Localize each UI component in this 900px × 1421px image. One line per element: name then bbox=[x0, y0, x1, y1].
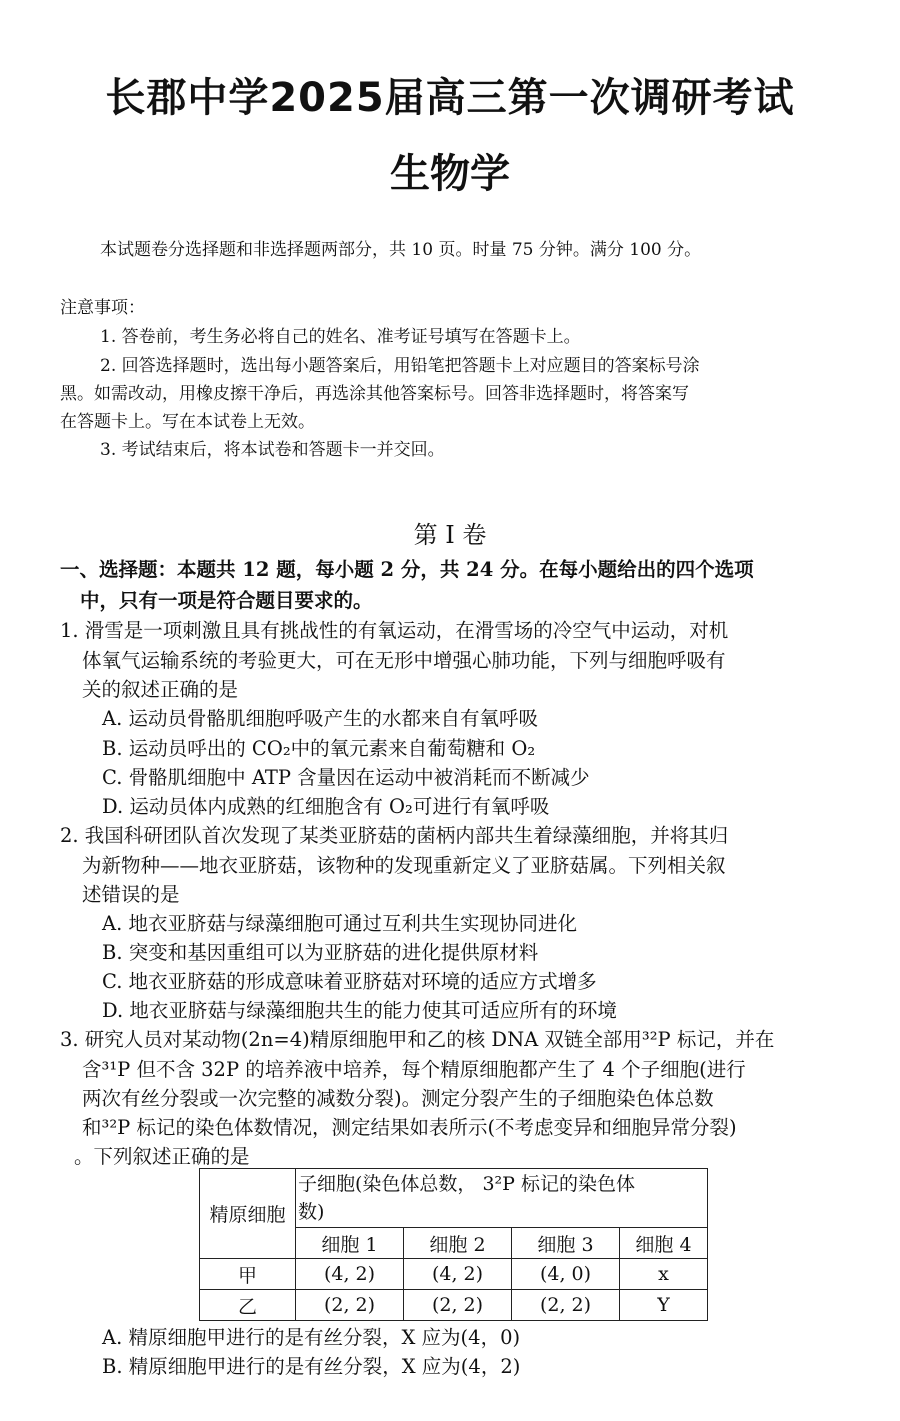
q3-stem-line-5: 。下列叙述正确的是 bbox=[74, 1145, 250, 1168]
row-label: 甲 bbox=[200, 1259, 296, 1290]
note-2-line-1: 2. 回答选择题时，选出每小题答案后，用铅笔把答题卡上对应题目的答案标号涂 bbox=[100, 356, 700, 376]
table-col-header: 细胞 1 bbox=[296, 1228, 404, 1259]
q1-stem-line-2: 体氧气运输系统的考验更大，可在无形中增强心肺功能，下列与细胞呼吸有 bbox=[82, 649, 726, 672]
subject-title: 生物学 bbox=[390, 151, 510, 197]
table-cell: (4, 0) bbox=[512, 1259, 620, 1290]
q3-stem-line-4: 和³²P 标记的染色体数情况，测定结果如表所示(不考虑变异和细胞异常分裂) bbox=[82, 1116, 737, 1139]
q2-option-a: A. 地衣亚脐菇与绿藻细胞可通过互利共生实现协同进化 bbox=[102, 912, 577, 935]
table-cell: (2, 2) bbox=[512, 1290, 620, 1321]
q1-stem-line-1: 1. 滑雪是一项刺激且具有挑战性的有氧运动，在滑雪场的冷空气中运动，对机 bbox=[60, 619, 729, 642]
table-span-header-line-1: 子细胞(染色体总数， 3²P 标记的染色体 bbox=[298, 1173, 635, 1195]
note-3: 3. 考试结束后，将本试卷和答题卡一并交回。 bbox=[100, 440, 445, 460]
exam-title: 长郡中学2025届高三第一次调研考试 bbox=[105, 75, 795, 121]
table-cell: (2, 2) bbox=[296, 1290, 404, 1321]
exam-intro: 本试题卷分选择题和非选择题两部分，共 10 页。时量 75 分钟。满分 100 分。 bbox=[100, 240, 702, 260]
table-cell: Y bbox=[620, 1290, 708, 1321]
table-col-header: 细胞 2 bbox=[404, 1228, 512, 1259]
table-col-header: 细胞 3 bbox=[512, 1228, 620, 1259]
table-span-header bbox=[296, 1169, 708, 1228]
section-heading-line-1: 一、选择题：本题共 12 题，每小题 2 分，共 24 分。在每小题给出的四个选项 bbox=[60, 558, 754, 581]
q1-option-a: A. 运动员骨骼肌细胞呼吸产生的水都来自有氧呼吸 bbox=[102, 707, 538, 730]
q2-option-d: D. 地衣亚脐菇与绿藻细胞共生的能力使其可适应所有的环境 bbox=[102, 999, 617, 1022]
q2-option-b: B. 突变和基因重组可以为亚脐菇的进化提供原材料 bbox=[102, 941, 539, 964]
q1-option-c: C. 骨骼肌细胞中 ATP 含量因在运动中被消耗而不断减少 bbox=[102, 766, 590, 789]
table-cell: (2, 2) bbox=[404, 1290, 512, 1321]
q3-stem-line-3: 两次有丝分裂或一次完整的减数分裂)。测定分裂产生的子细胞染色体总数 bbox=[82, 1087, 714, 1110]
notes-heading: 注意事项： bbox=[60, 298, 145, 318]
table-col-header: 细胞 4 bbox=[620, 1228, 708, 1259]
section-heading-line-2: 中，只有一项是符合题目要求的。 bbox=[80, 589, 373, 612]
q1-stem-line-3: 关的叙述正确的是 bbox=[82, 678, 239, 701]
row-label: 乙 bbox=[200, 1290, 296, 1321]
q3-option-b: B. 精原细胞甲进行的是有丝分裂，X 应为(4，2) bbox=[102, 1355, 521, 1378]
q2-stem-line-2: 为新物种——地衣亚脐菇，该物种的发现重新定义了亚脐菇属。下列相关叙 bbox=[82, 854, 726, 877]
q2-stem-line-3: 述错误的是 bbox=[82, 883, 180, 906]
q1-option-d: D. 运动员体内成熟的红细胞含有 O₂可进行有氧呼吸 bbox=[102, 795, 550, 818]
q3-data-table bbox=[199, 1168, 708, 1321]
q3-stem-line-1: 3. 研究人员对某动物(2n=4)精原细胞甲和乙的核 DNA 双链全部用³²P 标记，并在 bbox=[60, 1028, 775, 1051]
table-cell: x bbox=[620, 1259, 708, 1290]
q3-option-a: A. 精原细胞甲进行的是有丝分裂，X 应为(4，0) bbox=[102, 1326, 521, 1349]
note-1: 1. 答卷前，考生务必将自己的姓名、准考证号填写在答题卡上。 bbox=[100, 327, 581, 347]
part-label: 第 I 卷 bbox=[413, 521, 487, 549]
q2-stem-line-1: 2. 我国科研团队首次发现了某类亚脐菇的菌柄内部共生着绿藻细胞，并将其归 bbox=[60, 824, 729, 847]
table-cell: (4, 2) bbox=[296, 1259, 404, 1290]
note-2-line-2: 黑。如需改动，用橡皮擦干净后，再选涂其他答案标号。回答非选择题时，将答案写 bbox=[60, 384, 689, 404]
table-row bbox=[200, 1290, 708, 1321]
q1-option-b: B. 运动员呼出的 CO₂中的氧元素来自葡萄糖和 O₂ bbox=[102, 737, 536, 760]
note-2-line-3: 在答题卡上。写在本试卷上无效。 bbox=[60, 412, 315, 432]
table-corner-header: 精原细胞 bbox=[200, 1169, 296, 1259]
table-row bbox=[200, 1259, 708, 1290]
table-cell: (4, 2) bbox=[404, 1259, 512, 1290]
q3-stem-line-2: 含³¹P 但不含 32P 的培养液中培养，每个精原细胞都产生了 4 个子细胞(进行 bbox=[82, 1058, 746, 1081]
q2-option-c: C. 地衣亚脐菇的形成意味着亚脐菇对环境的适应方式增多 bbox=[102, 970, 597, 993]
table-span-header-line-2: 数) bbox=[298, 1201, 325, 1223]
